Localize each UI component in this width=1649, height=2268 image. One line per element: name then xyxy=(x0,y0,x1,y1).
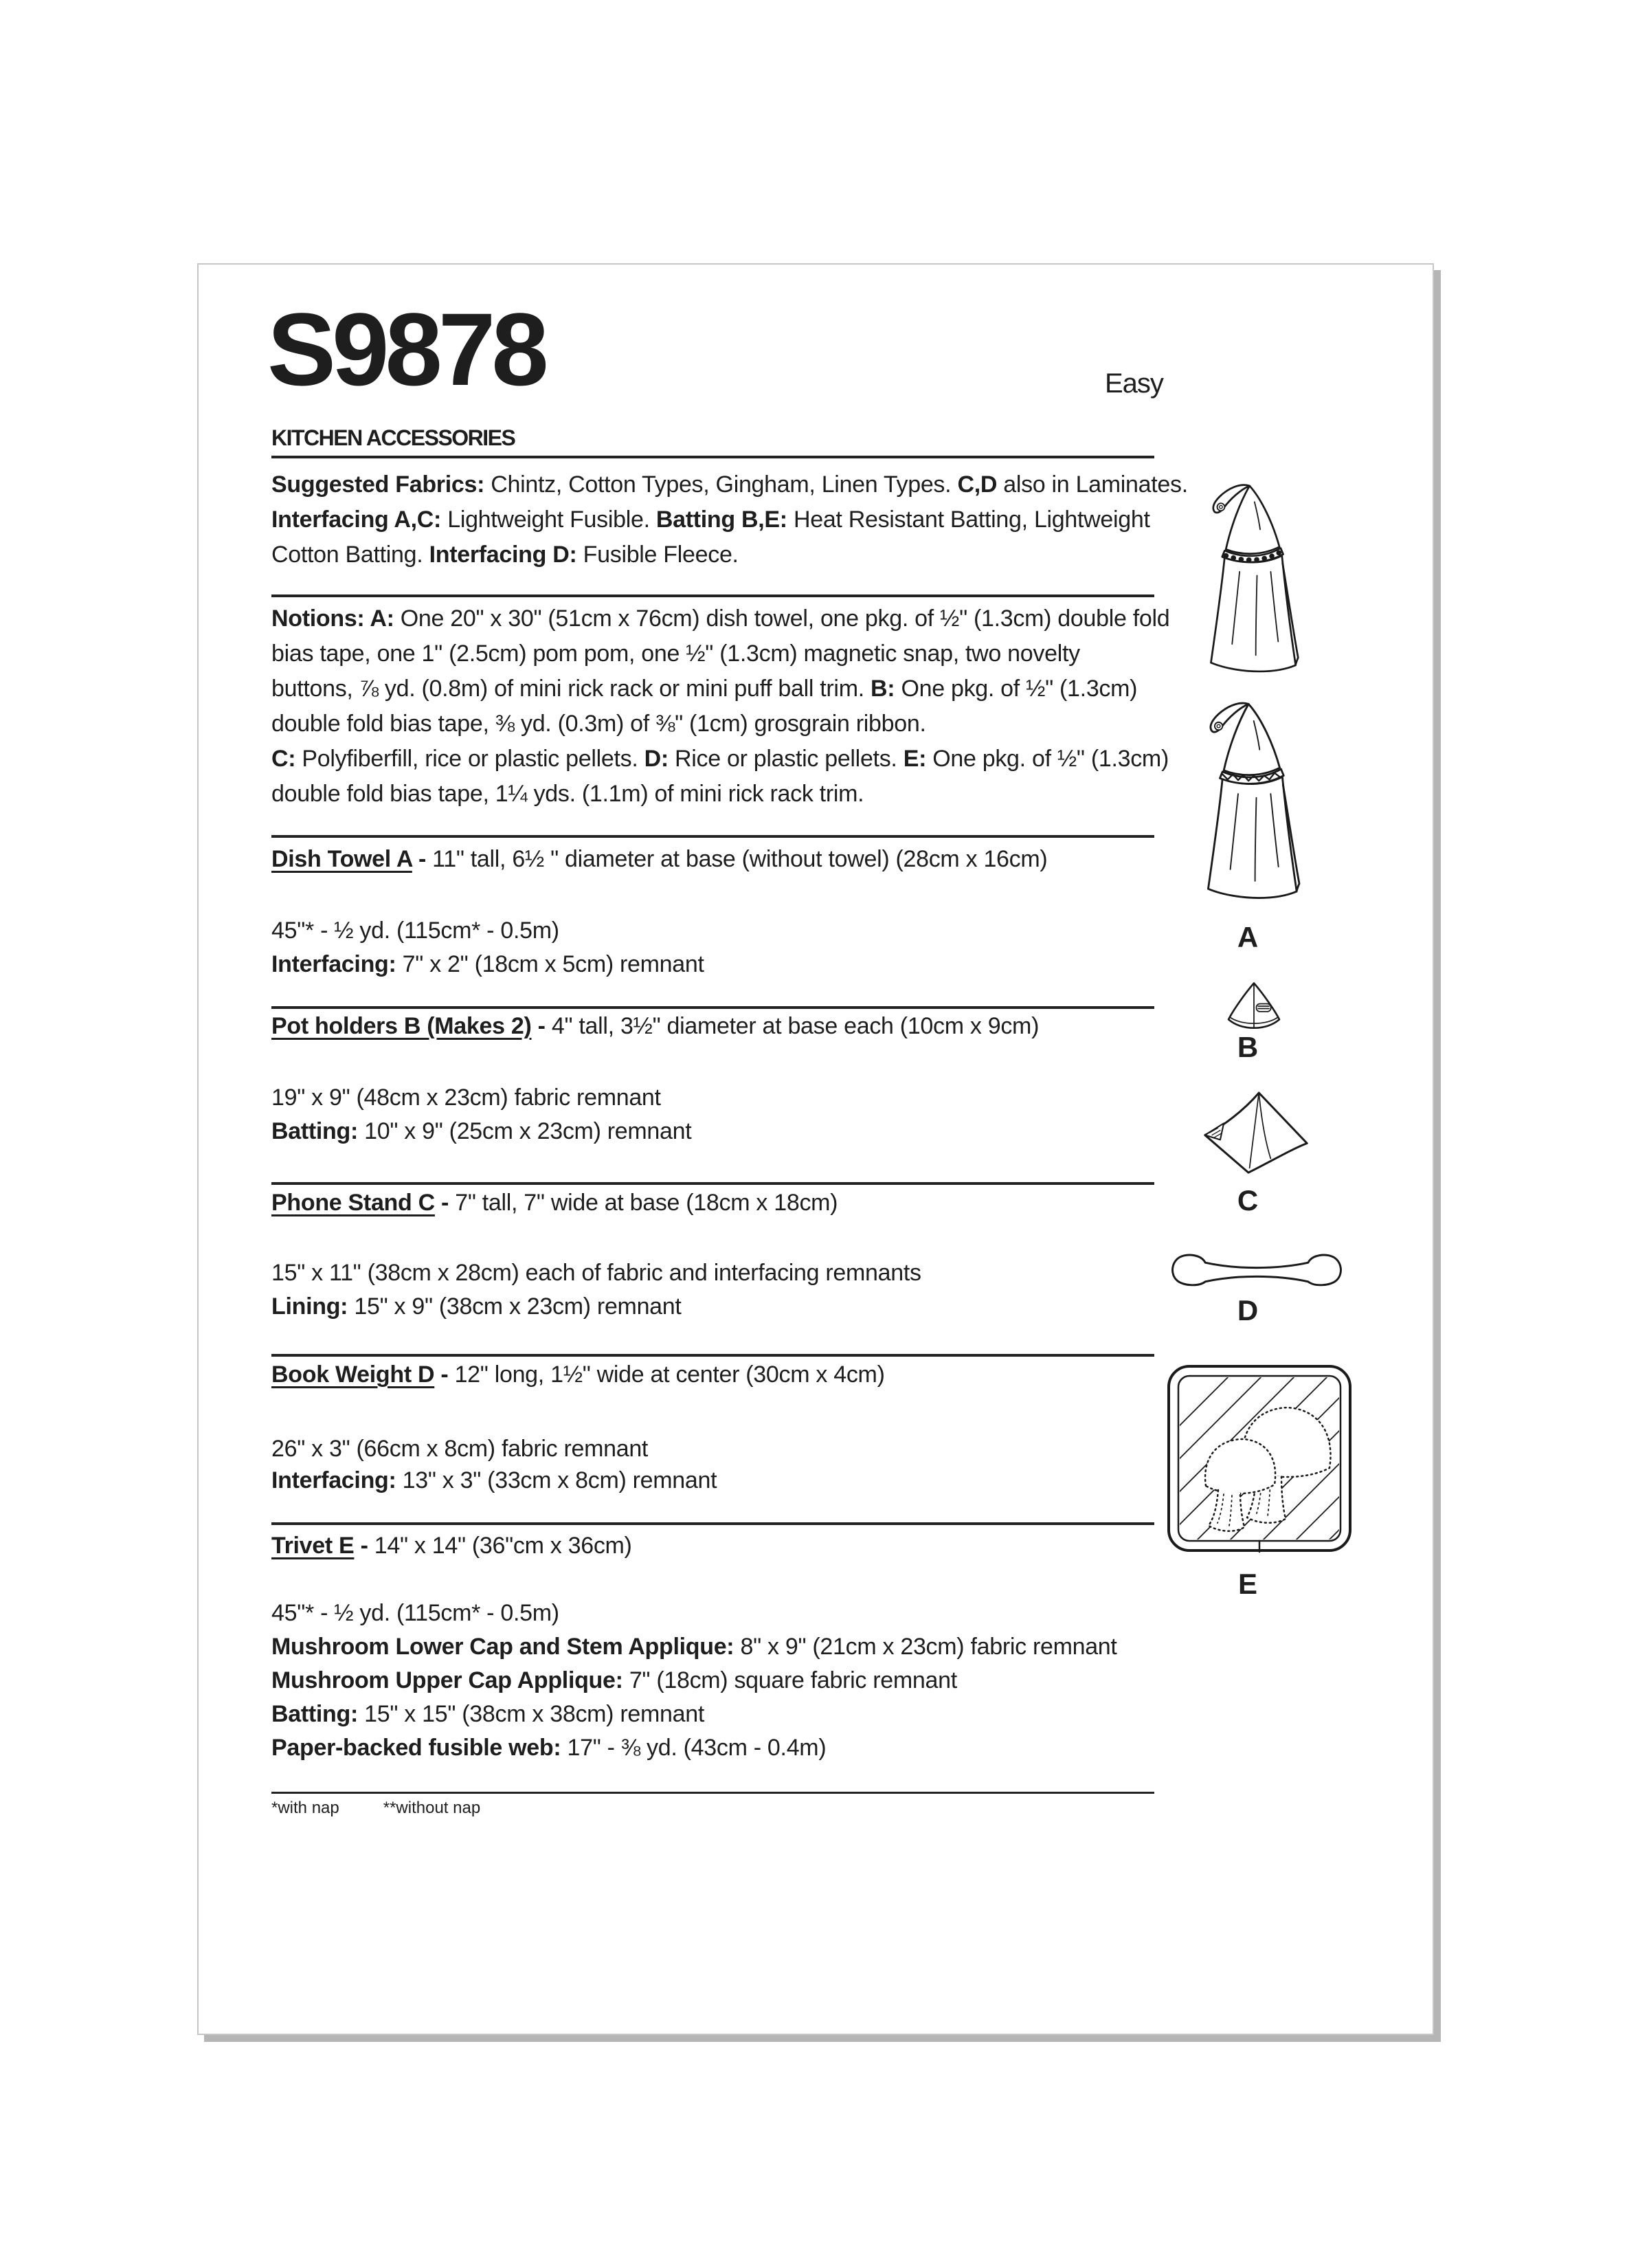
heading-line: Book Weight D - 12" long, 1½" wide at center (30cm x 4cm) xyxy=(271,1361,885,1388)
text-line: Interfacing: 13" x 3" (33cm x 8cm) remnant xyxy=(271,1467,717,1493)
text-line: Interfacing A,C: Lightweight Fusible. Batting B,E: Heat Resistant Batting, Lightweight xyxy=(271,507,1150,533)
text-line: Notions: A: One 20" x 30" (51cm x 76cm) dish towel, one pkg. of ½" (1.3cm) double fold xyxy=(271,605,1170,632)
view-e-trivet-illustration xyxy=(1166,1363,1353,1554)
text-line: Batting: 15" x 15" (38cm x 38cm) remnant xyxy=(271,1701,704,1727)
text-line: Mushroom Lower Cap and Stem Applique: 8" x 9" (21cm x 23cm) fabric remnant xyxy=(271,1634,1117,1660)
text-line: double fold bias tape, 1¼ yds. (1.1m) of mini rick rack trim. xyxy=(271,781,864,807)
pattern-envelope-back-page xyxy=(197,263,1434,2035)
text-line: buttons, ⅞ yd. (0.8m) of mini rick rack or mini puff ball trim. B: One pkg. of ½" (1.3cm) xyxy=(271,676,1138,702)
text-line: bias tape, one 1" (2.5cm) pom pom, one ½" (1.3cm) magnetic snap, two novelty xyxy=(271,641,1080,667)
view-label-b: B xyxy=(1237,1031,1259,1063)
nap-footnote xyxy=(271,1798,480,1819)
text-line: 45"* - ½ yd. (115cm* - 0.5m) xyxy=(271,918,559,944)
text-line: 26" x 3" (66cm x 8cm) fabric remnant xyxy=(271,1436,649,1462)
suggested-fabrics-paragraph xyxy=(271,467,1188,572)
text-line: C: Polyfiberfill, rice or plastic pellets. D: Rice or plastic pellets. E: One pkg. of ½" (1.3cm) xyxy=(271,746,1169,772)
heading-line: Trivet E - 14" x 14" (36"cm x 36cm) xyxy=(271,1533,632,1559)
section-heading-pot-holders-b xyxy=(271,1011,1039,1041)
view-label-c: C xyxy=(1237,1184,1259,1216)
notions-paragraph xyxy=(271,601,1169,812)
divider xyxy=(271,1354,1154,1357)
view-c-phone-stand-illustration xyxy=(1193,1089,1319,1177)
section-details-book-weight-d xyxy=(271,1433,717,1496)
text-line: Cotton Batting. Interfacing D: Fusible Fleece. xyxy=(271,542,739,568)
text-line: Paper-backed fusible web: 17" - ⅜ yd. (43cm - 0.4m) xyxy=(271,1735,827,1761)
heading-line: Pot holders B (Makes 2) - 4" tall, 3½" diameter at base each (10cm x 9cm) xyxy=(271,1013,1040,1039)
difficulty-badge: Easy xyxy=(1105,368,1163,399)
text-line: 19" x 9" (48cm x 23cm) fabric remnant xyxy=(271,1085,661,1111)
section-details-pot-holders-b xyxy=(271,1081,691,1148)
divider xyxy=(271,1006,1154,1009)
view-a-dish-towel-illustration-1 xyxy=(1207,473,1307,683)
text-line: Interfacing: 7" x 2" (18cm x 5cm) remnant xyxy=(271,951,704,977)
divider xyxy=(271,594,1154,597)
section-heading-trivet-e xyxy=(271,1531,632,1561)
section-heading-book-weight-d xyxy=(271,1359,885,1390)
view-b-pot-holder-illustration xyxy=(1222,981,1286,1032)
view-label-e: E xyxy=(1237,1568,1257,1600)
heading-line: Phone Stand C - 7" tall, 7" wide at base (18cm x 18cm) xyxy=(271,1190,838,1216)
with-nap-note: *with nap xyxy=(271,1799,339,1817)
text-line: Lining: 15" x 9" (38cm x 23cm) remnant xyxy=(271,1293,682,1320)
view-label-a: A xyxy=(1237,921,1259,953)
text-line: 15" x 11" (38cm x 28cm) each of fabric and interfacing remnants xyxy=(271,1260,921,1286)
text-line: 45"* - ½ yd. (115cm* - 0.5m) xyxy=(271,1600,559,1626)
divider xyxy=(271,1792,1154,1794)
view-label-d: D xyxy=(1237,1294,1259,1326)
heading-line: Dish Towel A - 11" tall, 6½ " diameter at base (without towel) (28cm x 16cm) xyxy=(271,846,1048,872)
section-details-dish-towel-a xyxy=(271,914,704,981)
divider xyxy=(271,1182,1154,1185)
view-a-dish-towel-illustration-2 xyxy=(1203,696,1310,904)
without-nap-note: **without nap xyxy=(383,1799,481,1817)
text-line: Batting: 10" x 9" (25cm x 23cm) remnant xyxy=(271,1118,692,1144)
section-details-phone-stand-c xyxy=(271,1256,921,1324)
divider xyxy=(271,456,1154,458)
category-heading: KITCHEN ACCESSORIES xyxy=(271,425,515,450)
page-title: S9878 xyxy=(267,291,545,407)
section-heading-dish-towel-a xyxy=(271,844,1047,874)
divider xyxy=(271,1522,1154,1525)
section-heading-phone-stand-c xyxy=(271,1188,838,1218)
view-d-book-weight-illustration xyxy=(1169,1252,1345,1292)
divider xyxy=(271,835,1154,838)
text-line: double fold bias tape, ⅜ yd. (0.3m) of ⅜" (1cm) grosgrain ribbon. xyxy=(271,711,926,737)
section-details-trivet-e xyxy=(271,1597,1117,1765)
text-line: Suggested Fabrics: Chintz, Cotton Types, Gingham, Linen Types. C,D also in Laminates. xyxy=(271,471,1188,498)
text-line: Mushroom Upper Cap Applique: 7" (18cm) square fabric remnant xyxy=(271,1667,957,1693)
